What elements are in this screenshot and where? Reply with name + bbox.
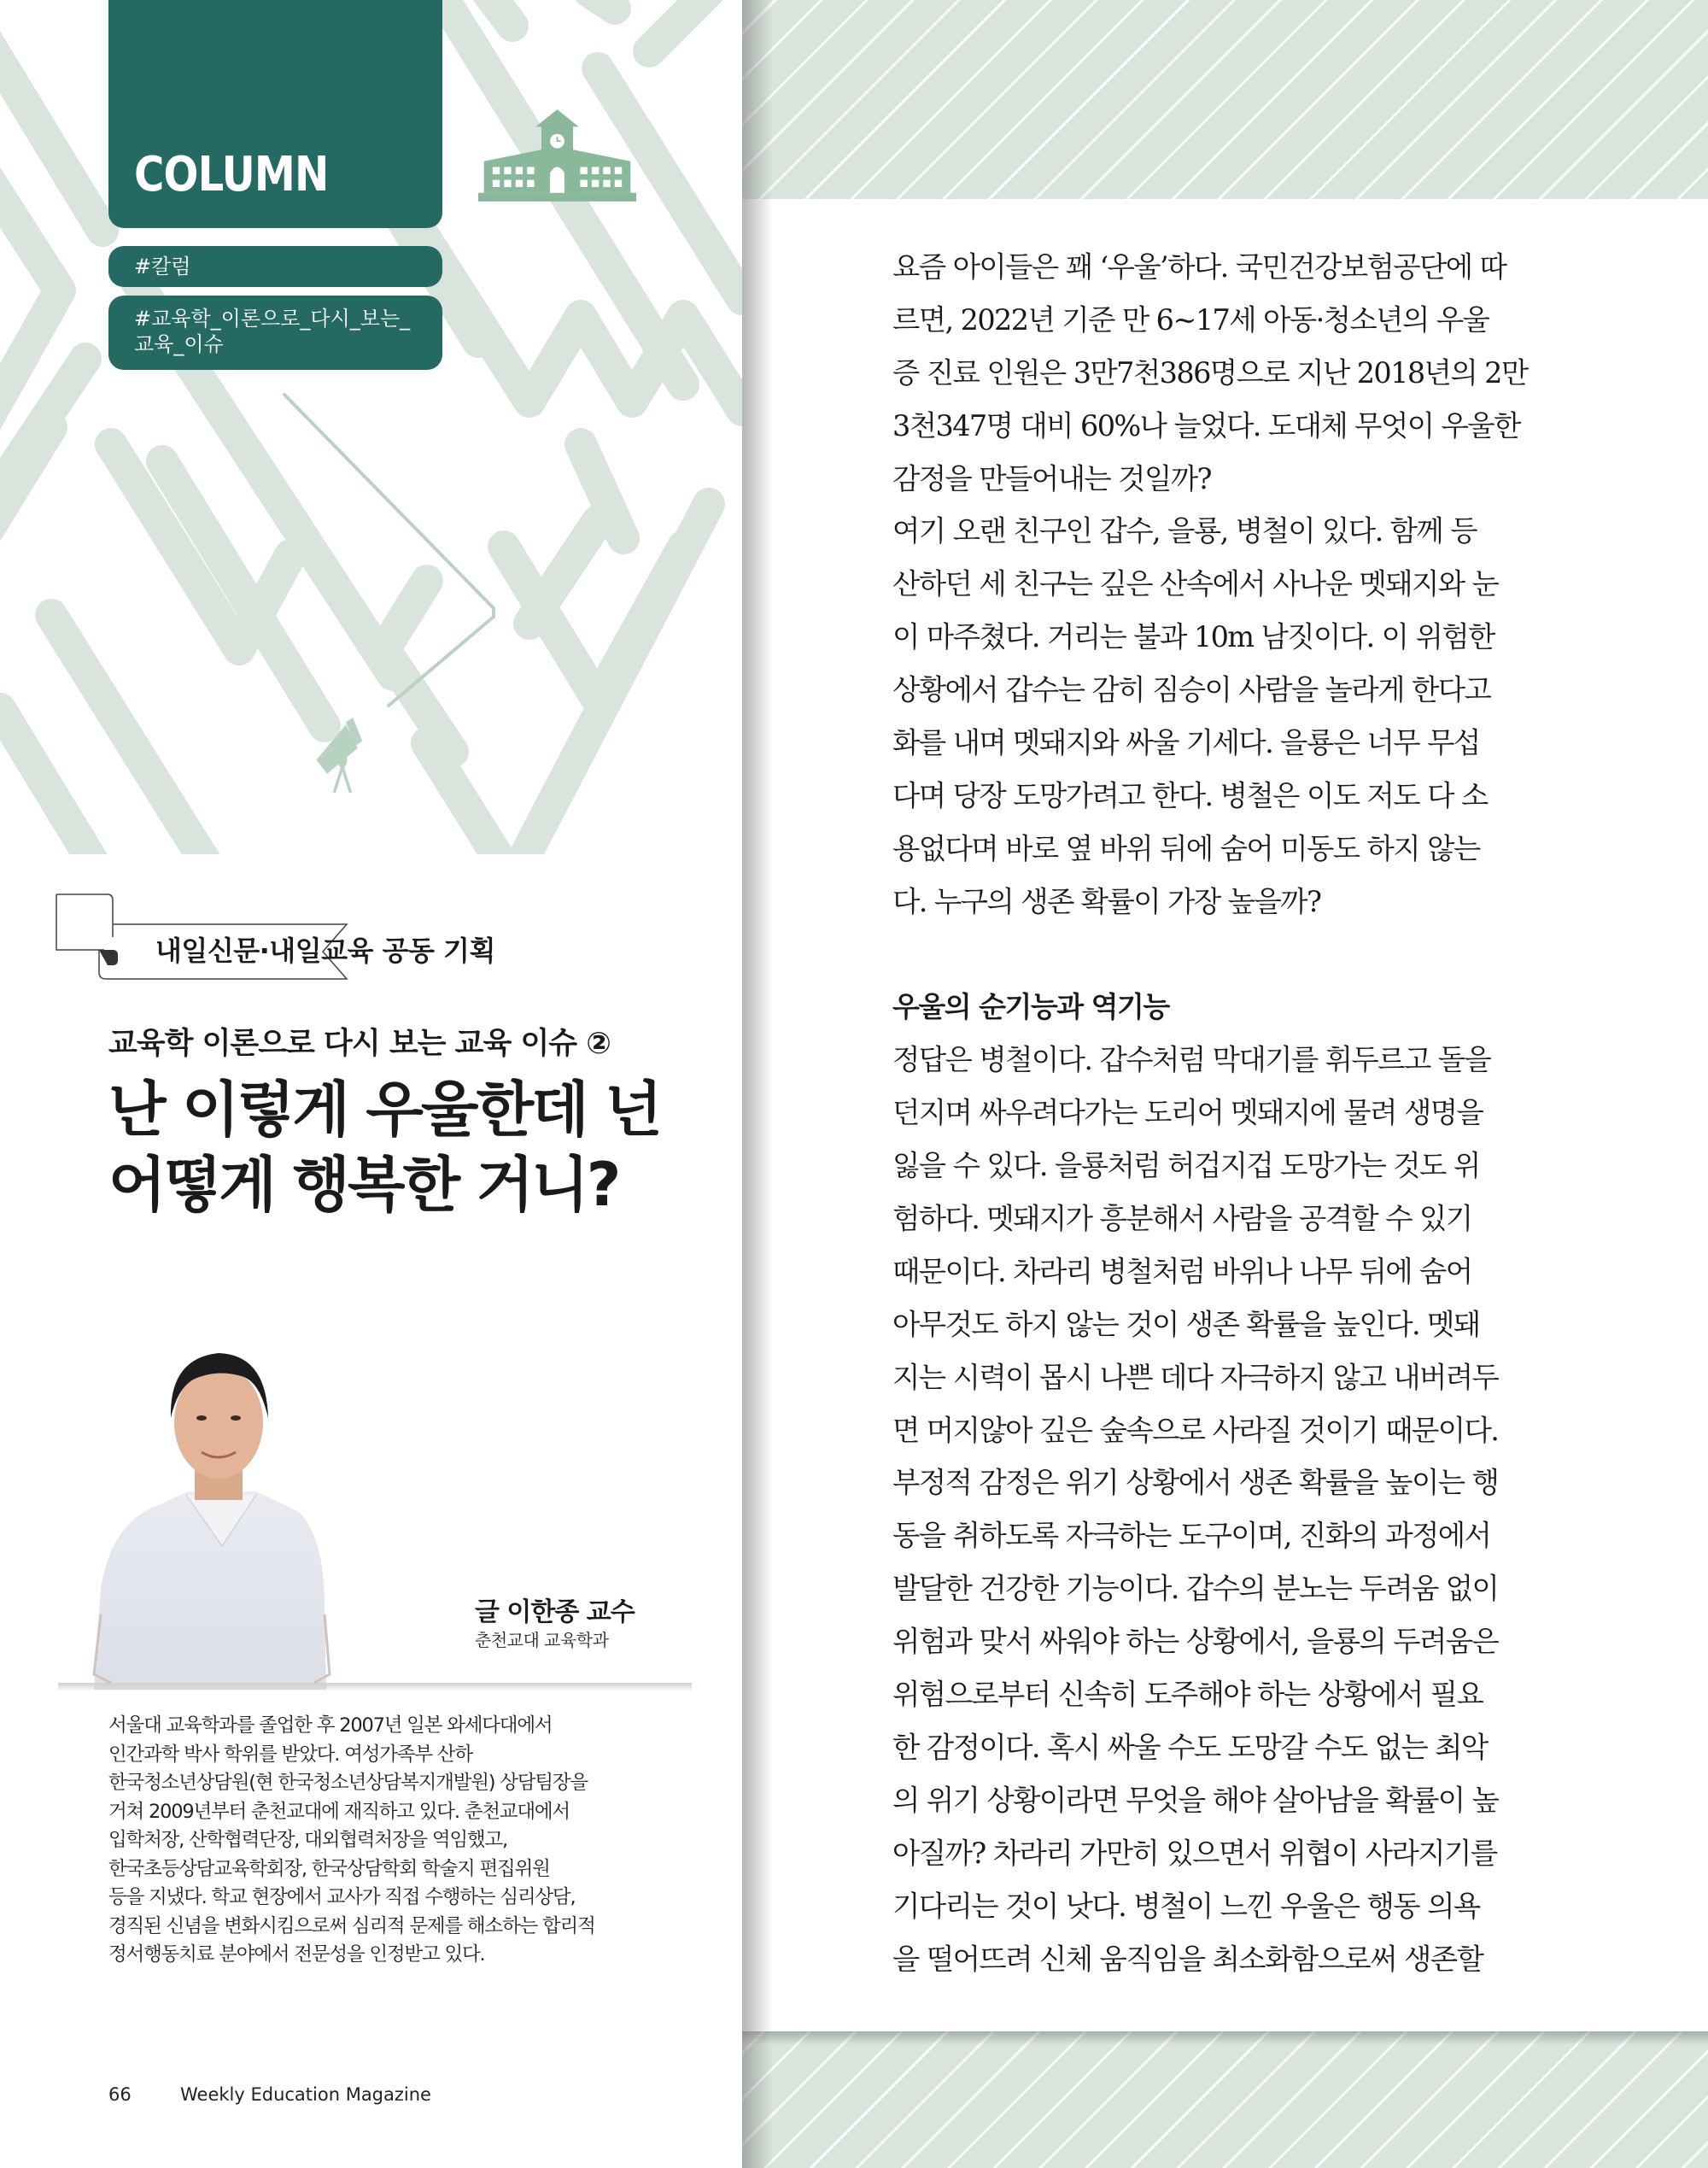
- text-line: 다. 누구의 생존 확률이 가장 높을까?: [892, 884, 1321, 918]
- text-line: 정답은 병철이다. 갑수처럼 막대기를 휘두르고 돌을: [892, 1043, 1491, 1077]
- joint-planning-banner: [53, 882, 565, 982]
- text-line: 이 마주쳤다. 거리는 불과 10m 남짓이다. 이 위험한: [892, 620, 1494, 654]
- text-line: 때문이다. 차라리 병철처럼 바위나 나무 뒤에 숨어: [892, 1254, 1472, 1288]
- hashtag-column[interactable]: [108, 246, 442, 287]
- section-label-box: [108, 0, 442, 228]
- text-line: 기다리는 것이 낫다. 병철이 느낀 우울은 행동 의욕: [892, 1889, 1480, 1923]
- text-line: 험하다. 멧돼지가 흥분해서 사람을 공격할 수 있기: [892, 1202, 1472, 1236]
- paragraph-intro: [892, 241, 1528, 505]
- paragraph-story: [892, 505, 1524, 928]
- text-line: 면 머지않아 깊은 숲속으로 사라질 것이기 때문이다.: [892, 1413, 1499, 1447]
- author-bio: [108, 1712, 706, 1970]
- author-name: 글 이한종 교수: [475, 1597, 635, 1627]
- bio-line: 등을 지냈다. 학교 현장에서 교사가 직접 수행하는 심리상담,: [108, 1886, 576, 1908]
- bio-line: 입학처장, 산학협력단장, 대외협력처장을 역임했고,: [108, 1829, 507, 1851]
- text-line: 3천347명 대비 60%나 늘었다. 도대체 무엇이 우울한: [892, 408, 1520, 442]
- section-subheading: 우울의 순기능과 역기능: [892, 990, 1169, 1024]
- hashtag-label: #칼럼: [134, 255, 191, 278]
- paragraph-gap: [892, 929, 1524, 981]
- article-title-line: 어떻게 행복한 거니?: [108, 1150, 619, 1220]
- article-body: [892, 241, 1528, 1985]
- author-photo: [43, 1333, 709, 1690]
- author-affiliation: 춘천교대 교육학과: [475, 1630, 609, 1650]
- article-title: [108, 1072, 723, 1222]
- text-line: 잃을 수 있다. 을룡처럼 허겁지겁 도망가는 것도 위: [892, 1149, 1480, 1183]
- bio-line: 경직된 신념을 변화시킴으로써 심리적 문제를 해소하는 합리적: [108, 1914, 595, 1937]
- page-number: 66: [108, 2084, 132, 2105]
- text-line: 용없다며 바로 옆 바위 뒤에 숨어 미동도 하지 않는: [892, 831, 1480, 865]
- school-building-icon: [478, 109, 636, 202]
- hashtag-label: 교육_이슈: [134, 332, 224, 356]
- text-line: 다며 당장 도망가려고 한다. 병철은 이도 저도 다 소: [892, 778, 1488, 812]
- text-line: 아질까? 차라리 가만히 있으면서 위협이 사라지기를: [892, 1836, 1497, 1870]
- text-line: 지는 시력이 몹시 나쁜 데다 자극하지 않고 내버려두: [892, 1360, 1499, 1394]
- page-footer: [108, 2084, 431, 2105]
- section-label: COLUMN: [134, 147, 329, 202]
- telescope-icon: [307, 699, 384, 793]
- text-line: 위험과 맞서 싸워야 하는 상황에서, 을룡의 두려움은: [892, 1625, 1499, 1659]
- bio-line: 한국초등상담교육학회장, 한국상담학회 학술지 편집위원: [108, 1857, 550, 1880]
- bio-line: 서울대 교육학과를 졸업한 후 2007년 일본 와세다대에서: [108, 1714, 553, 1737]
- article-title-line: 난 이렇게 우울한데 넌: [108, 1075, 660, 1145]
- text-line: 한 감정이다. 혹시 싸울 수도 도망갈 수도 없는 최악: [892, 1730, 1488, 1764]
- text-line: 동을 취하도록 자극하는 도구이며, 진화의 과정에서: [892, 1519, 1491, 1553]
- bio-line: 거쳐 2009년부터 춘천교대에 재직하고 있다. 춘천교대에서: [108, 1800, 570, 1823]
- photo-divider: [58, 1683, 692, 1691]
- text-line: 발달한 건강한 기능이다. 갑수의 분노는 두려움 없이: [892, 1572, 1499, 1606]
- bio-line: 한국청소년상담원(현 한국청소년상담복지개발원) 상담팀장을: [108, 1772, 588, 1794]
- text-line: 화를 내며 멧돼지와 싸울 기세다. 을룡은 너무 무섭: [892, 726, 1480, 760]
- text-line: 부정적 감정은 위기 상황에서 생존 확률을 높이는 행: [892, 1466, 1499, 1500]
- bio-line: 인간과학 박사 학위를 받았다. 여성가족부 산하: [108, 1743, 472, 1766]
- hashtag-series[interactable]: [108, 296, 442, 370]
- banner-text: 내일신문·내일교육 공동 기획: [155, 935, 495, 967]
- text-line: 감정을 만들어내는 것일까?: [892, 461, 1211, 495]
- text-line: 아무것도 하지 않는 것이 생존 확률을 높인다. 멧돼: [892, 1307, 1480, 1341]
- text-line: 을 떨어뜨려 신체 움직임을 최소화함으로써 생존할: [892, 1942, 1483, 1976]
- text-line: 산하던 세 친구는 깊은 산속에서 사나운 멧돼지와 눈: [892, 567, 1499, 601]
- paragraph-function: [892, 1456, 1524, 1985]
- publication-name: Weekly Education Magazine: [180, 2084, 431, 2105]
- series-title: 교육학 이론으로 다시 보는 교육 이슈 ②: [108, 1027, 611, 1061]
- text-line: 르면, 2022년 기준 만 6~17세 아동·청소년의 우울: [892, 302, 1489, 337]
- text-line: 의 위기 상황이라면 무엇을 해야 살아남을 확률이 높: [892, 1783, 1499, 1817]
- text-line: 여기 오랜 친구인 갑수, 을룡, 병철이 있다. 함께 등: [892, 514, 1477, 548]
- text-line: 던지며 싸우려다가는 도리어 멧돼지에 물려 생명을: [892, 1096, 1483, 1130]
- bio-line: 정서행동치료 분야에서 전문성을 인정받고 있다.: [108, 1943, 485, 1966]
- text-line: 요즘 아이들은 꽤 ‘우울’하다. 국민건강보험공단에 따: [892, 250, 1506, 284]
- text-line: 위험으로부터 신속히 도주해야 하는 상황에서 필요: [892, 1678, 1483, 1712]
- hashtag-label: #교육학_이론으로_다시_보는_: [134, 307, 411, 331]
- text-line: 상황에서 갑수는 감히 짐승이 사람을 놀라게 한다고: [892, 673, 1491, 707]
- paragraph-answer: [892, 1034, 1524, 1456]
- text-line: 증 진료 인원은 3만7천386명으로 지난 2018년의 2만: [892, 355, 1528, 390]
- left-page: [0, 0, 742, 2168]
